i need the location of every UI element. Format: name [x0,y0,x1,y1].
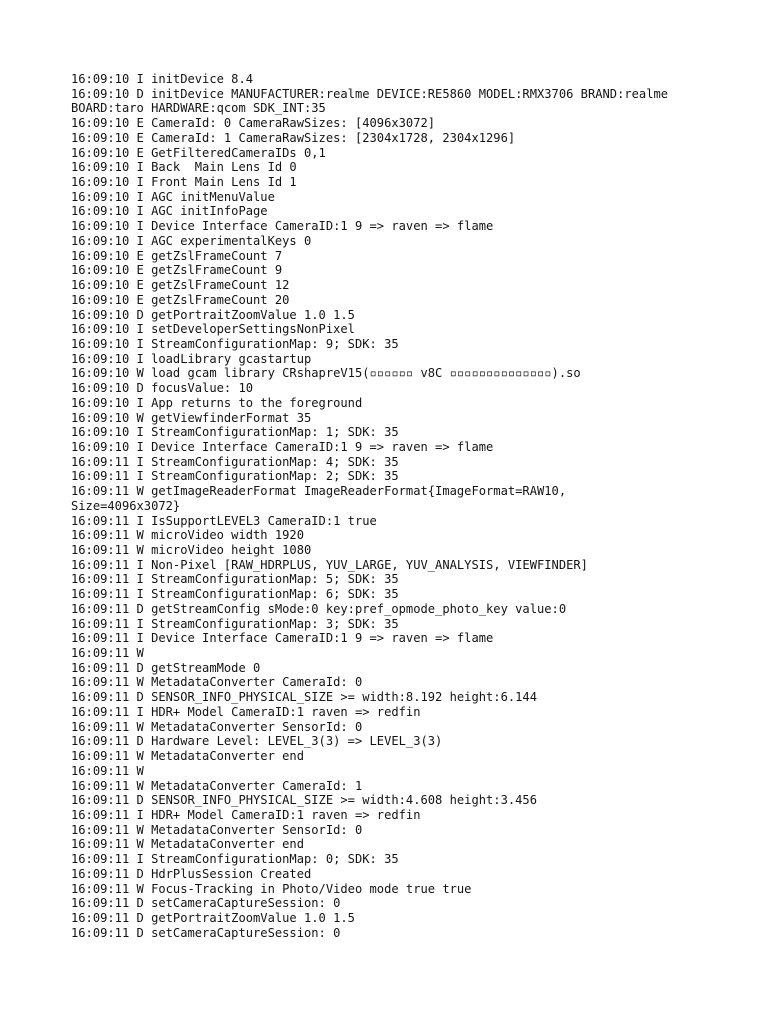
log-line: 16:09:10 I loadLibrary gcastartup [71,351,312,366]
log-line: 16:09:10 E getZslFrameCount 12 [71,278,290,293]
log-line: 16:09:10 I StreamConfigurationMap: 1; SDK: 35 [71,425,399,440]
log-line: 16:09:11 W MetadataConverter SensorId: 0 [71,822,363,837]
log-line: 16:09:11 I StreamConfigurationMap: 3; SDK: 35 [71,616,399,631]
log-line: 16:09:10 E getZslFrameCount 7 [71,248,283,263]
log-line: 16:09:11 W microVideo height 1080 [71,543,312,557]
log-line: 16:09:10 E CameraId: 1 CameraRawSizes: [2304x1728, 2304x1296] [71,130,516,145]
log-line: 16:09:11 W MetadataConverter end [71,837,304,852]
log-line: 16:09:10 I Device Interface CameraID:1 9 => raven => flame [71,219,494,234]
log-line: 16:09:10 W load gcam library CRshapreV15(▫▫▫▫▫▫ v8C ▫▫▫▫▫▫▫▫▫▫▫▫▫▫).so [71,366,581,381]
log-line: 16:09:11 I StreamConfigurationMap: 2; SDK: 35 [71,469,399,484]
log-line: 16:09:11 I Non-Pixel [RAW_HDRPLUS, YUV_LARGE, YUV_ANALYSIS, VIEWFINDER] [71,557,588,572]
log-line: BOARD:taro HARDWARE:qcom SDK_INT:35 [71,101,326,116]
log-line: 16:09:10 D initDevice MANUFACTURER:realme DEVICE:RE5860 MODEL:RMX3706 BRAND:realme [71,86,669,101]
log-line: 16:09:11 D setCameraCaptureSession: 0 [71,896,341,911]
log-line: 16:09:10 I Device Interface CameraID:1 9 => raven => flame [71,439,494,454]
log-line: 16:09:10 E CameraId: 0 CameraRawSizes: [4096x3072] [71,116,436,131]
log-line: 16:09:11 I IsSupportLEVEL3 CameraID:1 true [71,513,377,528]
log-line: 16:09:11 W MetadataConverter CameraId: 1 [71,778,363,793]
log-line: Size=4096x3072} [71,498,181,513]
log-line: 16:09:11 I StreamConfigurationMap: 5; SDK: 35 [71,572,399,587]
log-line: 16:09:10 I Front Main Lens Id 1 [71,175,297,190]
log-line: 16:09:11 W getImageReaderFormat ImageReaderFormat{ImageFormat=RAW10, [71,484,567,499]
log-line: 16:09:11 D getStreamConfig sMode:0 key:pref_opmode_photo_key value:0 [71,601,567,616]
log-line: 16:09:11 I StreamConfigurationMap: 0; SDK: 35 [71,852,399,867]
log-line: 16:09:10 I AGC initInfoPage [71,204,268,219]
log-line: 16:09:11 I HDR+ Model CameraID:1 raven => redfin [71,807,421,822]
log-line: 16:09:10 E getZslFrameCount 20 [71,292,290,307]
log-line: 16:09:11 D Hardware Level: LEVEL_3(3) => LEVEL_3(3) [71,734,443,749]
log-line: 16:09:10 I StreamConfigurationMap: 9; SDK: 35 [71,336,399,351]
log-line: 16:09:10 I Back Main Lens Id 0 [71,160,297,175]
log-line: 16:09:11 I HDR+ Model CameraID:1 raven => redfin [71,704,421,719]
log-line: 16:09:11 W Focus-Tracking in Photo/Video mode true true [71,881,472,896]
log-line: 16:09:11 W MetadataConverter end [71,749,304,764]
log-line: 16:09:11 W [71,763,144,778]
log-line: 16:09:10 I App returns to the foreground [71,395,363,410]
log-line: 16:09:11 D getStreamMode 0 [71,660,261,675]
log-line: 16:09:11 W [71,646,144,661]
log-line: 16:09:11 I Device Interface CameraID:1 9 => raven => flame [71,631,494,646]
log-line: 16:09:11 D SENSOR_INFO_PHYSICAL_SIZE >= width:8.192 height:6.144 [71,690,537,705]
log-line: 16:09:11 W MetadataConverter CameraId: 0 [71,675,363,690]
log-line: 16:09:10 W getViewfinderFormat 35 [71,410,312,425]
log-line: 16:09:11 I StreamConfigurationMap: 6; SDK: 35 [71,587,399,602]
log-line: 16:09:11 W MetadataConverter SensorId: 0 [71,719,363,734]
log-line: 16:09:10 I setDeveloperSettingsNonPixel [71,322,355,337]
log-line: 16:09:10 I AGC experimentalKeys 0 [71,233,312,248]
log-line: 16:09:10 E getZslFrameCount 9 [71,263,283,278]
log-line: 16:09:11 D SENSOR_INFO_PHYSICAL_SIZE >= width:4.608 height:3.456 [71,793,537,808]
log-line: 16:09:11 D HdrPlusSession Created [71,866,312,881]
log-line: 16:09:11 D getPortraitZoomValue 1.0 1.5 [71,910,355,925]
log-text-block [71,72,751,940]
log-line: 16:09:11 I StreamConfigurationMap: 4; SDK: 35 [71,454,399,469]
log-line: 16:09:11 D setCameraCaptureSession: 0 [71,925,341,940]
log-line: 16:09:10 E GetFilteredCameraIDs 0,1 [71,145,326,160]
log-line: 16:09:10 I initDevice 8.4 [71,72,254,86]
log-line: 16:09:10 D focusValue: 10 [71,381,254,396]
log-line: 16:09:11 W microVideo width 1920 [71,528,304,543]
log-line: 16:09:10 D getPortraitZoomValue 1.0 1.5 [71,307,355,322]
log-line: 16:09:10 I AGC initMenuValue [71,189,275,204]
